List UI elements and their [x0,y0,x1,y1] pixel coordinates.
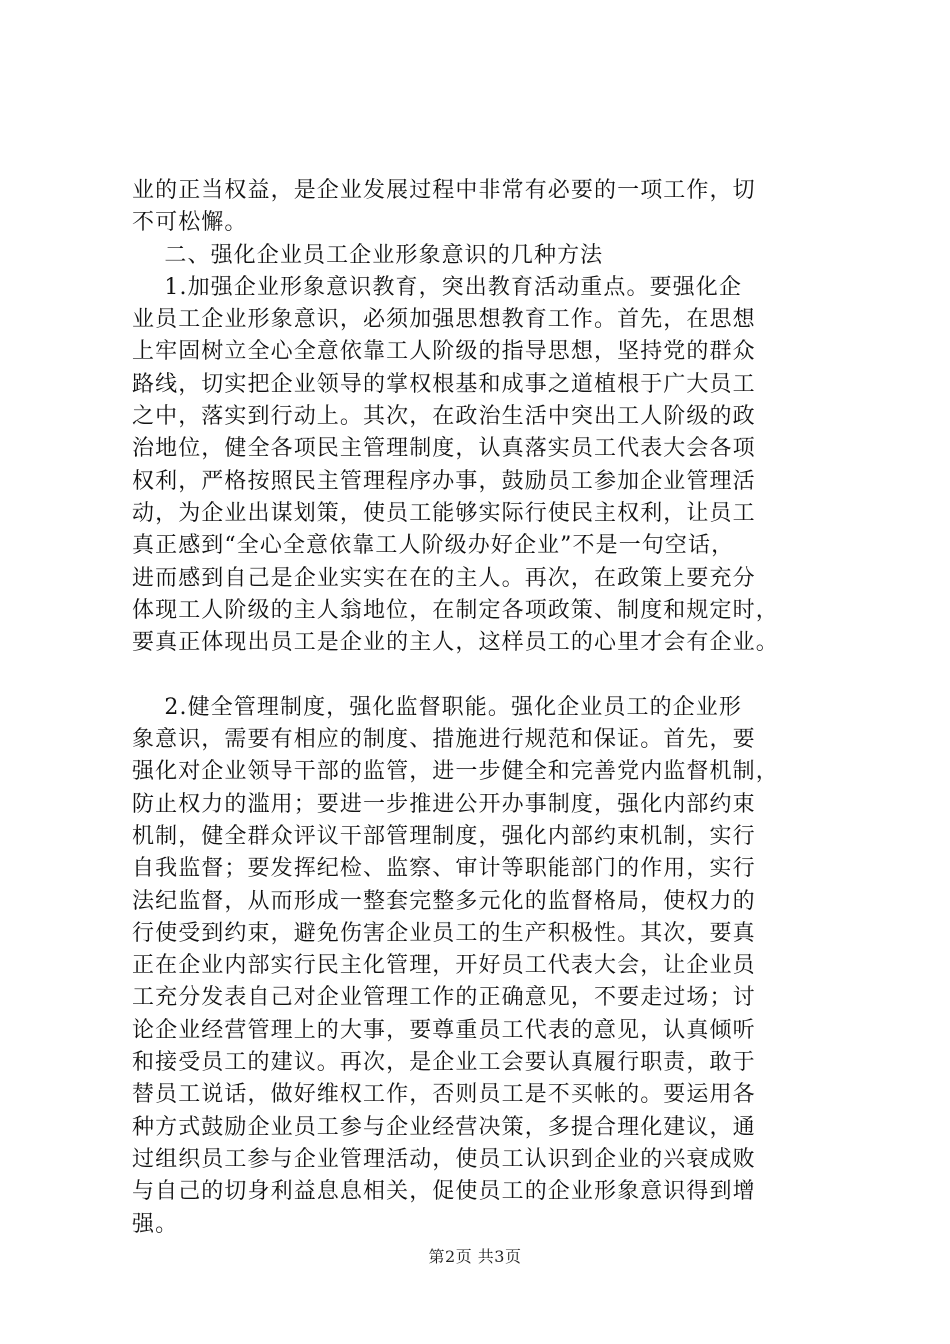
text-line: 要真正体现出员工是企业的主人，这样员工的心里才会有企业。 [132,630,779,656]
text-line: 行使受到约束，避免伤害企业员工的生产积极性。其次，要真 [132,920,756,946]
text-line: 真正感到“全心全意依靠工人阶级办好企业”不是一句空话， [132,533,735,559]
text-line: 法纪监督，从而形成一整套完整多元化的监督格局，使权力的 [132,888,756,914]
text-line: 路线，切实把企业领导的掌权根基和成事之道植根于广大员工 [132,371,756,397]
text-line: 机制，健全群众评议干部管理制度，强化内部约束机制，实行 [132,823,756,849]
text-line: 体现工人阶级的主人翁地位，在制定各项政策、制度和规定时， [132,597,779,623]
text-line: 防止权力的滥用；要进一步推进公开办事制度，强化内部约束 [132,791,756,817]
text-line: 自我监督；要发挥纪检、监察、审计等职能部门的作用，实行 [132,856,756,882]
text-line: 替员工说话，做好维权工作，否则员工是不买帐的。要运用各 [132,1082,756,1108]
text-line: 2.健全管理制度，强化监督职能。强化企业员工的企业形 [132,694,742,720]
text-line: 强。 [132,1211,179,1237]
text-line: 种方式鼓励企业员工参与企业经营决策，多提合理化建议，通 [132,1114,756,1140]
text-line: 1.加强企业形象意识教育，突出教育活动重点。要强化企 [132,274,742,300]
text-line: 业的正当权益，是企业发展过程中非常有必要的一项工作，切 [132,178,756,203]
paragraph-gap [132,659,852,691]
text-line: 不可松懈。 [132,210,248,236]
text-line: 正在企业内部实行民主化管理，开好员工代表大会，让企业员 [132,953,756,979]
section-heading: 二、强化企业员工企业形象意识的几种方法 [132,242,604,268]
text-line: 进而感到自己是企业实实在在的主人。再次，在政策上要充分 [132,565,756,591]
text-line: 业员工企业形象意识，必须加强思想教育工作。首先，在思想 [132,307,756,333]
text-line: 与自己的切身利益息息相关，促使员工的企业形象意识得到增 [132,1179,756,1205]
text-line: 和接受员工的建议。再次，是企业工会要认真履行职责，敢于 [132,1050,756,1076]
text-line: 治地位，健全各项民主管理制度，认真落实员工代表大会各项 [132,436,756,462]
text-line: 论企业经营管理上的大事，要尊重员工代表的意见，认真倾听 [132,1017,756,1043]
text-line: 强化对企业领导干部的监管，进一步健全和完善党内监督机制， [132,759,779,785]
text-line: 工充分发表自己对企业管理工作的正确意见，不要走过场；讨 [132,985,756,1011]
text-line: 上牢固树立全心全意依靠工人阶级的指导思想，坚持党的群众 [132,339,756,365]
page-footer: 第2页 共3页 [428,1247,522,1266]
text-line: 之中，落实到行动上。其次，在政治生活中突出工人阶级的政 [132,404,756,430]
text-line: 权利，严格按照民主管理程序办事，鼓励员工参加企业管理活 [132,468,756,494]
text-line: 象意识，需要有相应的制度、措施进行规范和保证。首先，要 [132,727,756,753]
text-line: 动，为企业出谋划策，使员工能够实际行使民主权利，让员工 [132,500,756,526]
document-body [132,175,852,1241]
text-line: 过组织员工参与企业管理活动，使员工认识到企业的兴衰成败 [132,1146,756,1172]
